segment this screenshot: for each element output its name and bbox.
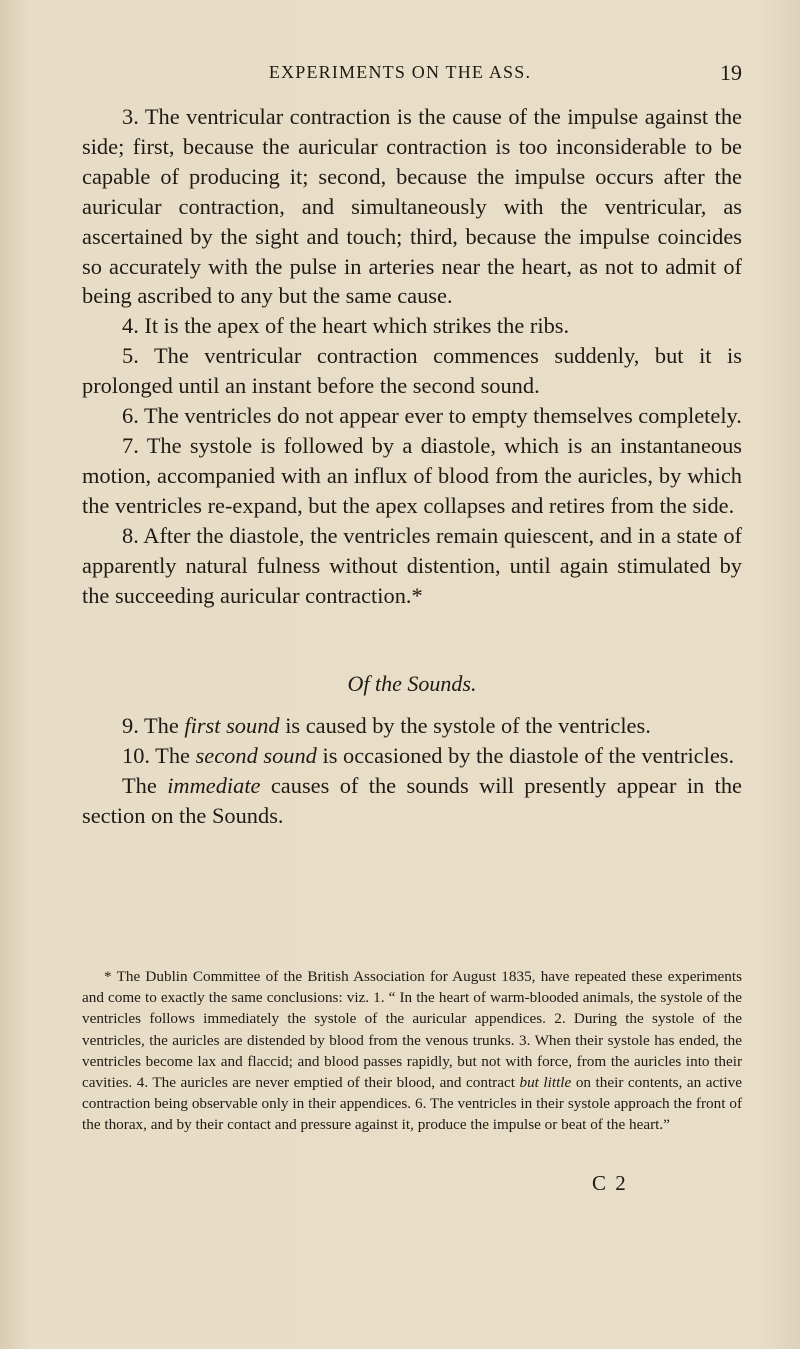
body-text: [82, 102, 742, 831]
paragraph-5: 5. The ventricular contraction commences suddenly, but it is prolonged until an instant before the second sound.: [82, 343, 742, 399]
footnote-emphasis: but little: [519, 1074, 572, 1092]
paragraph-7: 7. The systole is followed by a diastole, which is an instantaneous motion, accompanied with an influx of blood from the auricles, by which the ventricles re-expand, but the apex collapses and retires from the side.: [82, 432, 742, 518]
page-number: 19: [720, 60, 742, 85]
footnote: [82, 966, 742, 1136]
footnote-lead: * The Dublin Committee of the British Association for August 1835, have repeated these experiments and come to exactly the same conclusions: viz. 1. “ In the heart of warm-blooded animals, the systole of the ventricles follows immediately the systole of the auricular appendices. 2. During the systole of the ventricles, the auricles are distended by blood from the venous trunks. 3. When their systole has ended, the ventricles become lax and flaccid; and blood passes rapidly, but not with force, from the auricles into their cavities. 4. The auricles are never emptied of their blood, and contract: [82, 968, 742, 1092]
first-sound-term: first sound: [184, 713, 280, 739]
running-head: [0, 62, 800, 86]
paragraph-11-lead: The: [122, 773, 168, 799]
paragraph-11-rest: causes of the sounds will presently appear in the section on the Sounds.: [82, 773, 742, 829]
paragraph-6: 6. The ventricles do not appear ever to empty themselves completely.: [122, 403, 742, 429]
paragraph-4: 4. It is the apex of the heart which strikes the ribs.: [122, 313, 570, 339]
paragraph-9: [82, 711, 742, 741]
paragraph-10: [82, 741, 742, 771]
second-sound-term: second sound: [195, 743, 317, 769]
paragraph-10-lead: 10. The: [122, 743, 196, 769]
paragraph-11: [82, 771, 742, 831]
paragraph-9-lead: 9. The: [122, 713, 185, 739]
signature-mark: C 2: [592, 1171, 628, 1195]
footnote-text: [82, 966, 742, 1136]
paragraph-8: 8. After the diastole, the ventricles remain quiescent, and in a state of apparently natural fulness without distention, until again stimulated by the succeeding auricular contraction.*: [82, 522, 742, 608]
paragraph-9-rest: is caused by the systole of the ventricles.: [279, 713, 651, 739]
paragraph-3: 3. The ventricular contraction is the cause of the impulse against the side; first, because the auricular contraction is too inconsiderable to be capable of producing it; second, because the impulse occurs after the auricular contraction, and simultaneously with the ventricular, as ascertained by the sight and touch; third, because the impulse coincides so accurately with the pulse in arteries near the heart, as not to admit of being ascribed to any but the same cause.: [82, 104, 742, 309]
running-title: EXPERIMENTS ON THE ASS.: [268, 62, 532, 82]
paragraph-10-rest: is occasioned by the diastole of the ventricles.: [316, 743, 735, 769]
immediate-term: immediate: [167, 773, 261, 799]
footnote-rest: on their contents, an active contraction being observable only in their appendices. 6. The ventricles in their systole approach the front of the thorax, and by their contact and pressure against it, produce the impulse or beat of the heart.”: [82, 1074, 742, 1134]
section-heading: Of the Sounds.: [347, 671, 477, 697]
